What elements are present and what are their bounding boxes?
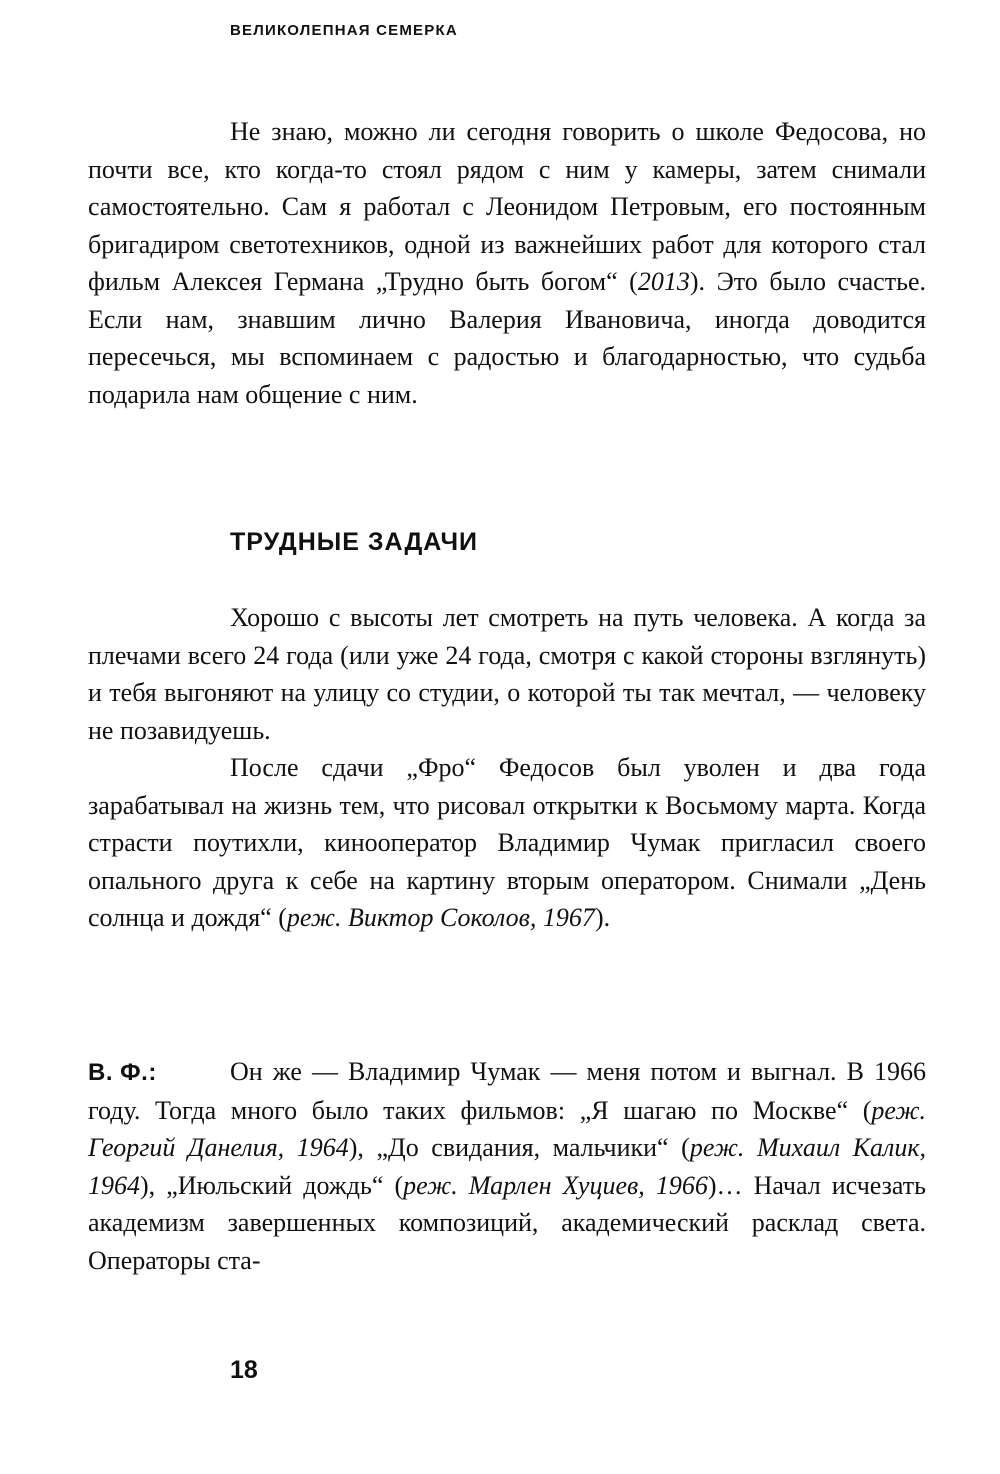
speaker-label: В. Ф.: [88, 1059, 157, 1086]
section-body [88, 599, 926, 937]
section-heading: ТРУДНЫЕ ЗАДАЧИ [230, 528, 478, 556]
year-italic: 2013 [637, 267, 690, 296]
section-paragraph-1: Хорошо с высоты лет смотреть на путь человека. А когда за плечами всего 24 года (или уже 24 года, смотря с какой стороны взглянуть) и тебя выгоняют на улицу со студии, о которой ты так мечтал, — человеку не позавидуешь. [88, 603, 926, 745]
interview-block [88, 1053, 926, 1279]
page-number: 18 [230, 1356, 258, 1384]
interview-paragraph: В. Ф.: Он же — Владимир Чумак — меня потом и выгнал. В 1966 году. Тогда много было таких фильмов: „Я шагаю по Москве“ (реж. Георгий Данелия, 1964), „До свидания, мальчики“ (реж. Михаил Калик, 1964), „Июльский дождь“ (реж. Марлен Хуциев, 1966)… Начал исчезать академизм завершенных композиций, академический расклад света. Операторы ста- [88, 1053, 926, 1279]
section-paragraph-2: После сдачи „Фро“ Федосов был уволен и два года зарабатывал на жизнь тем, что рисовал открытки к Восьмому марта. Когда страсти поутихли, кинооператор Владимир Чумак пригласил своего опального друга к себе на картину вторым оператором. Снимали „День солнца и дождя“ (реж. Виктор Соколов, 1967). [88, 753, 926, 932]
film-credit-italic: реж. Виктор Соколов, 1967 [286, 903, 595, 932]
running-header: ВЕЛИКОЛЕПНАЯ СЕМЕРКА [230, 22, 458, 39]
intro-section [88, 113, 926, 413]
film-credit-italic: реж. Марлен Хуциев, 1966 [403, 1170, 708, 1200]
film-credit-italic: реж. Михаил Калик, 1964 [88, 1133, 926, 1200]
film-credit-italic: реж. Георгий Данелия, 1964 [88, 1095, 926, 1162]
intro-paragraph: Не знаю, можно ли сегодня говорить о школе Федосова, но почти все, кто когда-то стоял рядом с ним у камеры, затем снимали самостоятельно. Сам я работал с Леонидом Петровым, его постоянным бригадиром светотехников, одной из важнейших работ для которого стал фильм Алексея Германа „Трудно быть богом“ (2013). Это было счастье. Если нам, знавшим лично Валерия Ивановича, иногда доводится пересечься, мы вспоминаем с радостью и благодарностью, что судьба подарила нам общение с ним. [88, 117, 926, 409]
